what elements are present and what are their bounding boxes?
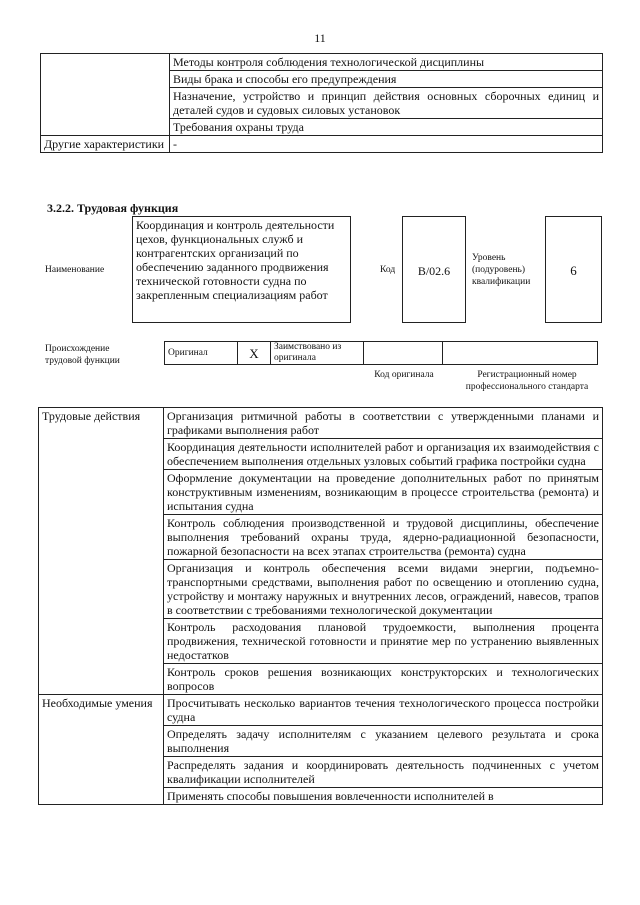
origin-label: Происхождение трудовой функции: [45, 344, 120, 366]
labor-actions-label: Трудовые действия: [39, 408, 164, 695]
origin-mark: X: [238, 342, 271, 365]
function-name: Координация и контроль деятельности цехов, функциональных служб и контрагентских организаций по обеспечению заданного продвижения технической готовности судна по закрепленным специализациям работ: [132, 216, 351, 323]
level-label: Уровень (подуровень) квалификации: [472, 253, 531, 287]
skill-item: Определять задачу исполнителям с указанием целевого результата и срока выполнения: [164, 726, 603, 757]
other-characteristics-label: Другие характеристики: [41, 136, 170, 153]
skill-item: Распределять задания и координировать деятельность подчиненных с учетом квалификации исполнителей: [164, 757, 603, 788]
reg-number-caption: Регистрационный номер профессионального стандарта: [465, 370, 589, 392]
origin-reg-cell: [443, 342, 598, 365]
section-title: 3.2.2. Трудовая функция: [47, 201, 179, 215]
other-characteristics-value: -: [170, 136, 603, 153]
knowledge-item: Назначение, устройство и принцип действия основных сборочных единиц и деталей судов и судовых силовых установок: [170, 88, 603, 119]
origin-table: [164, 341, 598, 365]
labor-action-item: Оформление документации на проведение дополнительных работ по принятым конструктивным изменениям, возникающим в процессе строительства (ремонта) и испытания судна: [164, 470, 603, 515]
labor-actions-table: [38, 407, 603, 805]
name-label: Наименование: [45, 265, 105, 275]
skill-item: Применять способы повышения вовлеченности исполнителей в: [164, 788, 603, 805]
code-original-caption: Код оригинала: [374, 370, 434, 380]
origin-code-cell: [364, 342, 443, 365]
skill-item: Просчитывать несколько вариантов течения технологического процесса постройки судна: [164, 695, 603, 726]
knowledge-label-cell: [41, 54, 170, 136]
labor-action-item: Организация ритмичной работы в соответствии с утвержденными планами и графиками выполнения работ: [164, 408, 603, 439]
knowledge-table: [40, 53, 603, 153]
knowledge-item: Требования охраны труда: [170, 119, 603, 136]
labor-action-item: Контроль расходования плановой трудоемкости, выполнения процента продвижения, технической готовности и принятие мер по устранению выявленных недостатков: [164, 619, 603, 664]
knowledge-item: Виды брака и способы его предупреждения: [170, 71, 603, 88]
qualification-level: 6: [545, 216, 602, 323]
code-label: Код: [380, 265, 396, 275]
page-number: 11: [314, 31, 326, 45]
labor-action-item: Координация деятельности исполнителей работ и организация их взаимодействия с обеспечением выполнения отдельных узловых событий графика постройки судна: [164, 439, 603, 470]
origin-original: Оригинал: [165, 342, 238, 365]
knowledge-item: Методы контроля соблюдения технологической дисциплины: [170, 54, 603, 71]
labor-action-item: Организация и контроль обеспечения всеми видами энергии, подъемно-транспортными средствами, выполнения работ по освещению и отоплению судна, устройству и монтажу наружных и внутренних лесов, ограждений, навесов, трапов в соответствии с требованиями технологической документации: [164, 560, 603, 619]
labor-action-item: Контроль соблюдения производственной и трудовой дисциплины, обеспечение выполнения требований охраны труда, ядерно-радиационной безопасности, пожарной безопасности на всех этапах строительства (ремонта) судна: [164, 515, 603, 560]
labor-action-item: Контроль сроков решения возникающих конструкторских и технологических вопросов: [164, 664, 603, 695]
function-code: B/02.6: [402, 216, 466, 323]
skills-label: Необходимые умения: [39, 695, 164, 805]
origin-borrowed: Заимствовано из оригинала: [271, 342, 364, 365]
